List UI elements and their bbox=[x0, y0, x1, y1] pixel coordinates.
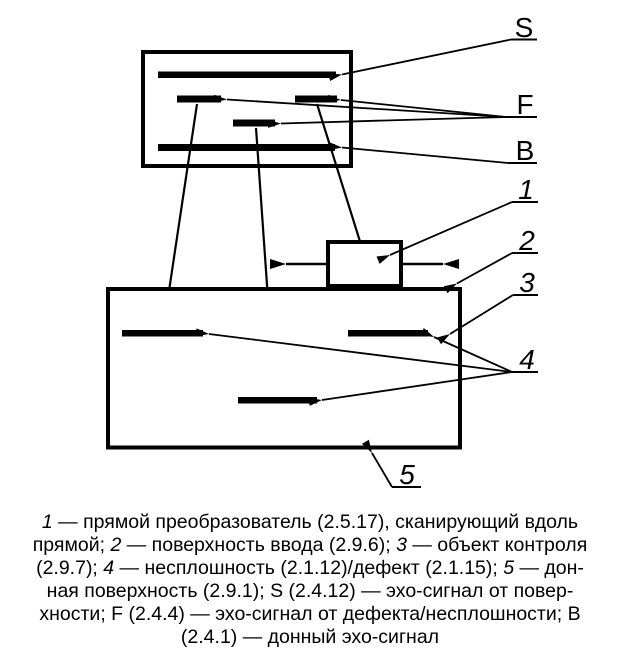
caption-text: — прямой преобразователь (2.5.17), сканирующий вдоль bbox=[52, 511, 579, 533]
caption-line bbox=[18, 511, 602, 534]
caption-text: — дон- bbox=[514, 557, 584, 579]
flaw-right bbox=[348, 330, 428, 337]
leader-1 bbox=[390, 202, 512, 255]
caption bbox=[18, 511, 602, 649]
label-bottom-echo: B bbox=[515, 135, 535, 166]
test-object bbox=[108, 289, 460, 448]
caption-ref-number: 2 bbox=[110, 534, 122, 556]
caption-line bbox=[18, 603, 602, 626]
caption-text: — поверхность ввода (2.9.6); bbox=[121, 534, 397, 556]
caption-ref-number: 3 bbox=[396, 534, 407, 556]
label-surface-echo: S bbox=[514, 12, 534, 43]
caption-line bbox=[18, 626, 602, 649]
caption-ref-number: 1 bbox=[41, 511, 53, 533]
caption-text: — несплошность (2.1.12)/дефект (2.1.15); bbox=[114, 557, 504, 579]
label-flaw-echo: F bbox=[516, 89, 534, 120]
leader-s bbox=[342, 40, 511, 75]
transducer bbox=[286, 242, 443, 286]
caption-text: (2.4.1) — донный эхо-сигнал bbox=[180, 626, 440, 648]
label-part-3-test-object: 3 bbox=[519, 267, 535, 298]
test-object-outline bbox=[108, 289, 460, 448]
caption-line bbox=[18, 557, 602, 580]
label-part-4-flaw: 4 bbox=[519, 344, 535, 375]
leader-b bbox=[342, 148, 508, 164]
flaw-left bbox=[122, 330, 203, 337]
flaw-echo-bar-left bbox=[177, 96, 221, 103]
ascan-display bbox=[143, 52, 351, 166]
caption-text: (2.9.7); bbox=[36, 557, 104, 579]
leader-5 bbox=[372, 453, 392, 487]
label-part-5-bottom-surface: 5 bbox=[399, 459, 415, 490]
bottom-echo-bar bbox=[158, 144, 335, 151]
flaw-bottom bbox=[238, 397, 317, 404]
label-part-2-entry-surface: 2 bbox=[519, 225, 535, 256]
caption-line bbox=[18, 580, 602, 603]
caption-ref-number: 4 bbox=[103, 557, 115, 579]
leader-2 bbox=[457, 253, 512, 284]
caption-ref-number: 5 bbox=[503, 557, 515, 579]
caption-text: прямой; bbox=[32, 534, 111, 556]
caption-text: ная поверхность (2.9.1); S (2.4.12) — эхо-сигнал от повер- bbox=[46, 580, 574, 602]
flaw-echo-bar-right bbox=[295, 96, 337, 103]
caption-text: — объект контроля bbox=[406, 534, 588, 556]
transducer-outline bbox=[328, 242, 401, 286]
flaw-echo-bar-middle bbox=[233, 120, 275, 127]
surface-echo-bar bbox=[158, 72, 336, 79]
label-part-1-transducer: 1 bbox=[518, 174, 534, 205]
caption-text: хности; F (2.4.4) — эхо-сигнал от дефекта/несплошности; B bbox=[39, 603, 581, 625]
caption-line bbox=[18, 534, 602, 557]
